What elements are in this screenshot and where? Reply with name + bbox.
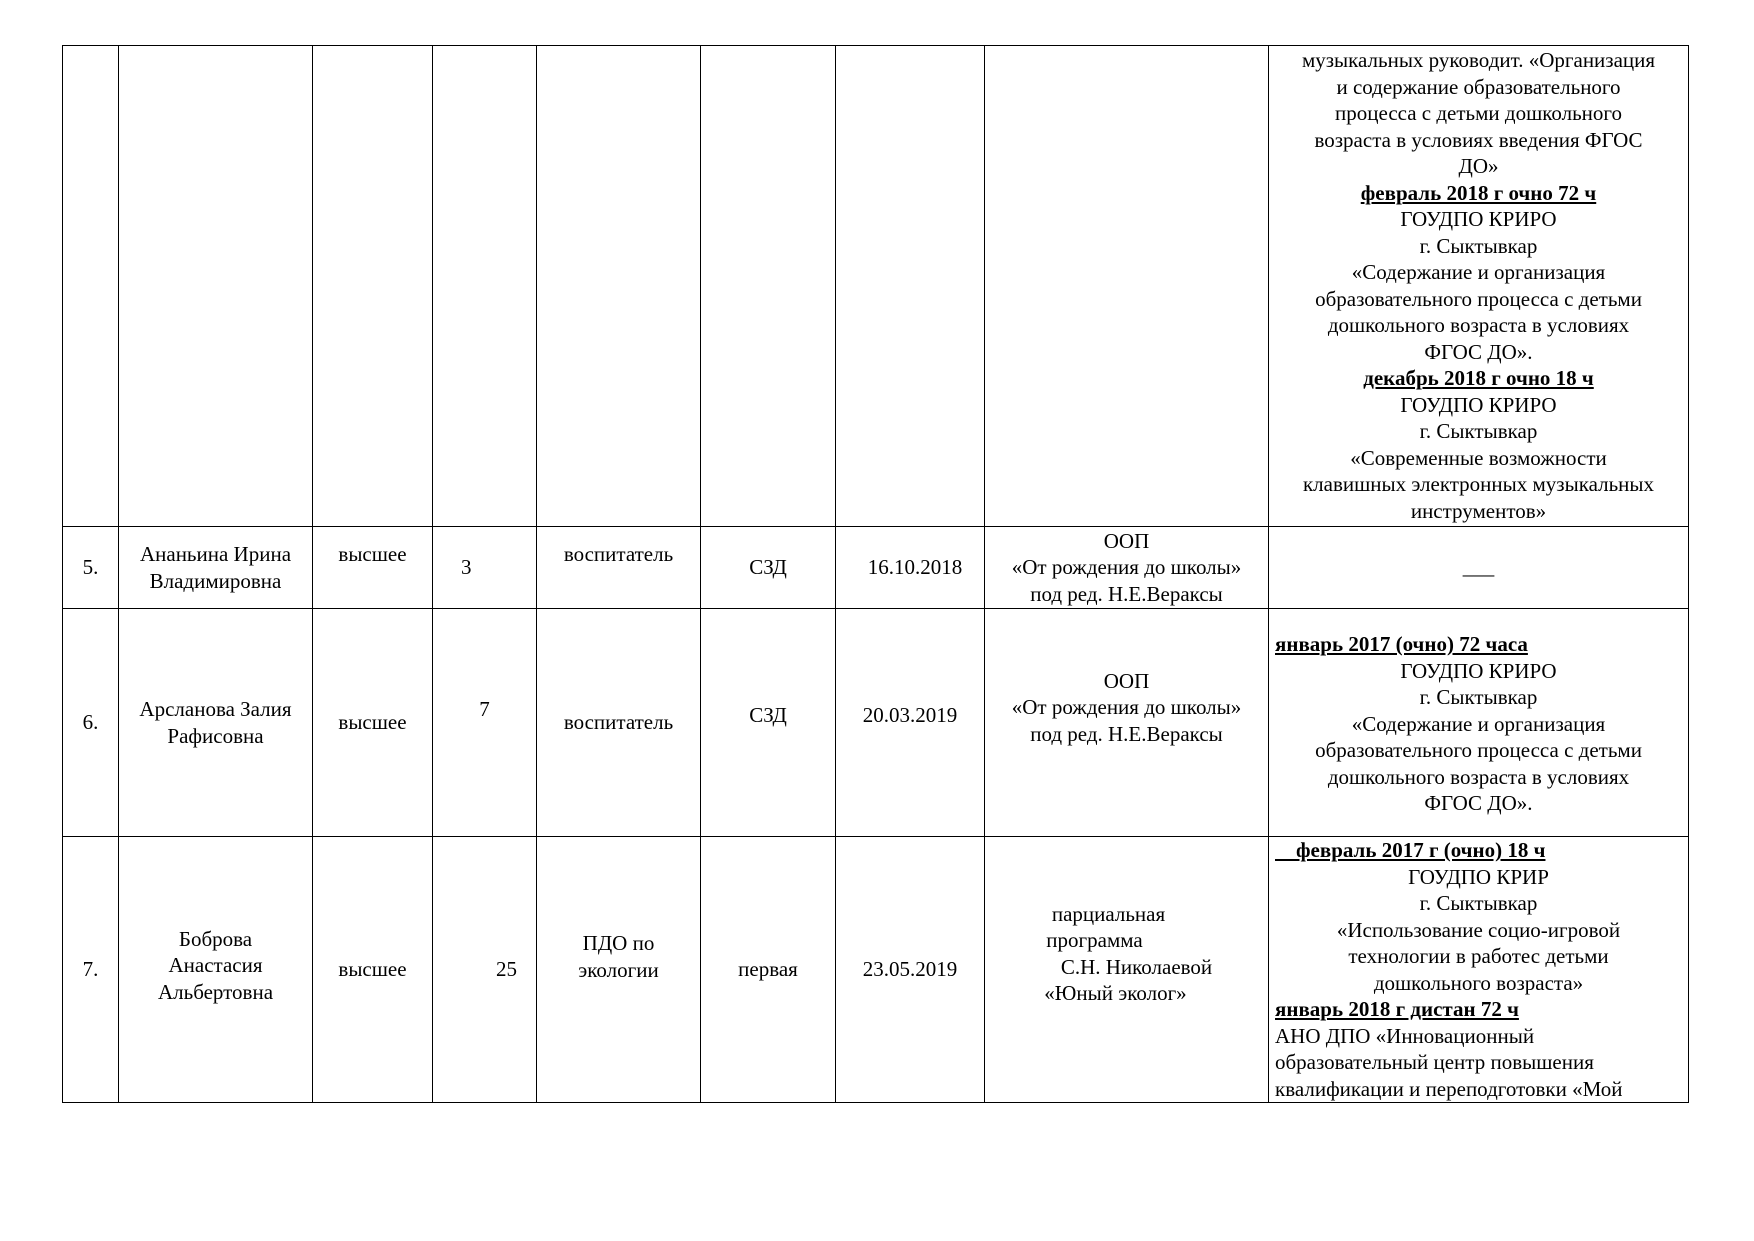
cell-education: высшее <box>313 527 433 609</box>
course-line: образовательного процесса с детьми <box>1315 738 1642 762</box>
cell-date: 20.03.2019 <box>836 609 985 837</box>
cell-name <box>119 837 313 1103</box>
course-date-heading: январь 2018 г дистан 72 ч <box>1275 997 1519 1021</box>
name-line: Ананьина Ирина <box>139 542 292 566</box>
program-line: ООП <box>1103 668 1150 693</box>
cell-number: 7. <box>63 837 119 1103</box>
position-line: ПДО по <box>582 931 655 955</box>
name-line: Арсланова Залия <box>139 697 292 721</box>
name-line: Рафисовна <box>167 723 264 748</box>
cell-number: 5. <box>63 527 119 609</box>
cell-position <box>537 837 701 1103</box>
course-line: дошкольного возраста» <box>1373 970 1584 995</box>
course-date-heading: февраль 2018 г очно 72 ч <box>1360 180 1597 205</box>
course-line: АНО ДПО «Инновационный <box>1275 1023 1535 1048</box>
course-line: инструментов» <box>1410 498 1547 523</box>
course-line: дошкольного возраста в условиях <box>1327 313 1630 337</box>
name-line: Анастасия <box>168 953 263 978</box>
course-line: технологии в работес детьми <box>1348 944 1609 968</box>
cell-date: 23.05.2019 <box>836 837 985 1103</box>
course-line: дошкольного возраста в условиях <box>1327 764 1630 789</box>
course-line: образовательного процесса с детьми <box>1315 286 1642 311</box>
cell-program <box>985 527 1269 609</box>
cell-category: СЗД <box>701 527 836 609</box>
program-line: «От рождения до школы» <box>1011 695 1242 720</box>
cell-education: высшее <box>313 837 433 1103</box>
cell-education: высшее <box>313 609 433 837</box>
course-line: квалификации и переподготовки «Мой <box>1275 1076 1623 1101</box>
cell-courses <box>1269 46 1689 527</box>
course-line: образовательный центр повышения <box>1275 1050 1594 1074</box>
course-line: «Содержание и организация <box>1351 711 1606 736</box>
cell-date: 16.10.2018 <box>836 527 985 609</box>
table-row <box>63 527 1689 609</box>
course-line: «Содержание и организация <box>1351 260 1606 284</box>
course-line: «Современные возможности <box>1350 445 1607 470</box>
table-row <box>63 837 1689 1103</box>
position-line: экологии <box>578 957 659 982</box>
course-line: процесса с детьми дошкольного <box>1335 101 1622 125</box>
cell-position: воспитатель <box>537 527 701 609</box>
program-line: С.Н. Николаевой <box>1060 954 1213 979</box>
course-line: г. Сыктывкар <box>1419 233 1538 258</box>
program-line: парциальная <box>1051 901 1166 926</box>
name-line: Альбертовна <box>157 979 274 1004</box>
course-date-heading: декабрь 2018 г очно 18 ч <box>1363 366 1594 390</box>
course-line: ___ <box>1462 555 1495 580</box>
course-line: и содержание образовательного <box>1336 74 1621 99</box>
course-line: возраста в условиях введения ФГОС <box>1314 127 1643 152</box>
cell-category <box>701 46 836 527</box>
cell-category: СЗД <box>701 609 836 837</box>
course-line: ГОУДПО КРИР <box>1408 864 1549 889</box>
course-line: г. Сыктывкар <box>1419 419 1538 443</box>
cell-number <box>63 46 119 527</box>
course-line: клавишных электронных музыкальных <box>1302 472 1655 496</box>
program-line: «Юный эколог» <box>1044 981 1187 1005</box>
cell-courses <box>1269 837 1689 1103</box>
course-line: ДО» <box>1458 154 1499 178</box>
course-line: ГОУДПО КРИРО <box>1400 207 1557 231</box>
table-row <box>63 46 1689 527</box>
course-line: ФГОС ДО». <box>1424 339 1533 364</box>
course-date-heading: январь 2017 (очно) 72 часа <box>1275 632 1528 656</box>
course-line: «Использование социо-игровой <box>1336 917 1621 942</box>
course-line: г. Сыктывкар <box>1419 891 1538 915</box>
course-line: ГОУДПО КРИРО <box>1400 392 1557 417</box>
cell-experience: 7 <box>433 609 537 837</box>
cell-experience: 3 <box>433 527 537 609</box>
cell-courses <box>1269 527 1689 609</box>
cell-program <box>985 46 1269 527</box>
cell-number: 6. <box>63 609 119 837</box>
cell-name <box>119 46 313 527</box>
program-line: под ред. Н.Е.Вераксы <box>1030 721 1223 746</box>
cell-experience <box>433 46 537 527</box>
table-row <box>63 609 1689 837</box>
program-line: под ред. Н.Е.Вераксы <box>1030 581 1223 606</box>
course-date-heading: февраль 2017 г (очно) 18 ч <box>1275 838 1546 862</box>
course-line: музыкальных руководит. «Организация <box>1301 48 1656 72</box>
cell-experience: 25 <box>433 837 537 1103</box>
course-line: ГОУДПО КРИРО <box>1400 658 1557 683</box>
name-line: Боброва <box>178 926 253 951</box>
staff-table <box>62 45 1689 1103</box>
cell-program <box>985 609 1269 837</box>
cell-education <box>313 46 433 527</box>
cell-position: воспитатель <box>537 609 701 837</box>
program-line: программа <box>1046 928 1143 952</box>
cell-date <box>836 46 985 527</box>
cell-name <box>119 527 313 609</box>
program-line: «От рождения до школы» <box>1011 555 1242 580</box>
cell-program <box>985 837 1269 1103</box>
program-line: ООП <box>1103 528 1150 553</box>
name-line: Владимировна <box>149 568 282 593</box>
cell-name <box>119 609 313 837</box>
course-line: ФГОС ДО». <box>1424 791 1533 815</box>
cell-category: первая <box>701 837 836 1103</box>
course-line: г. Сыктывкар <box>1419 685 1538 709</box>
cell-courses <box>1269 609 1689 837</box>
cell-position <box>537 46 701 527</box>
